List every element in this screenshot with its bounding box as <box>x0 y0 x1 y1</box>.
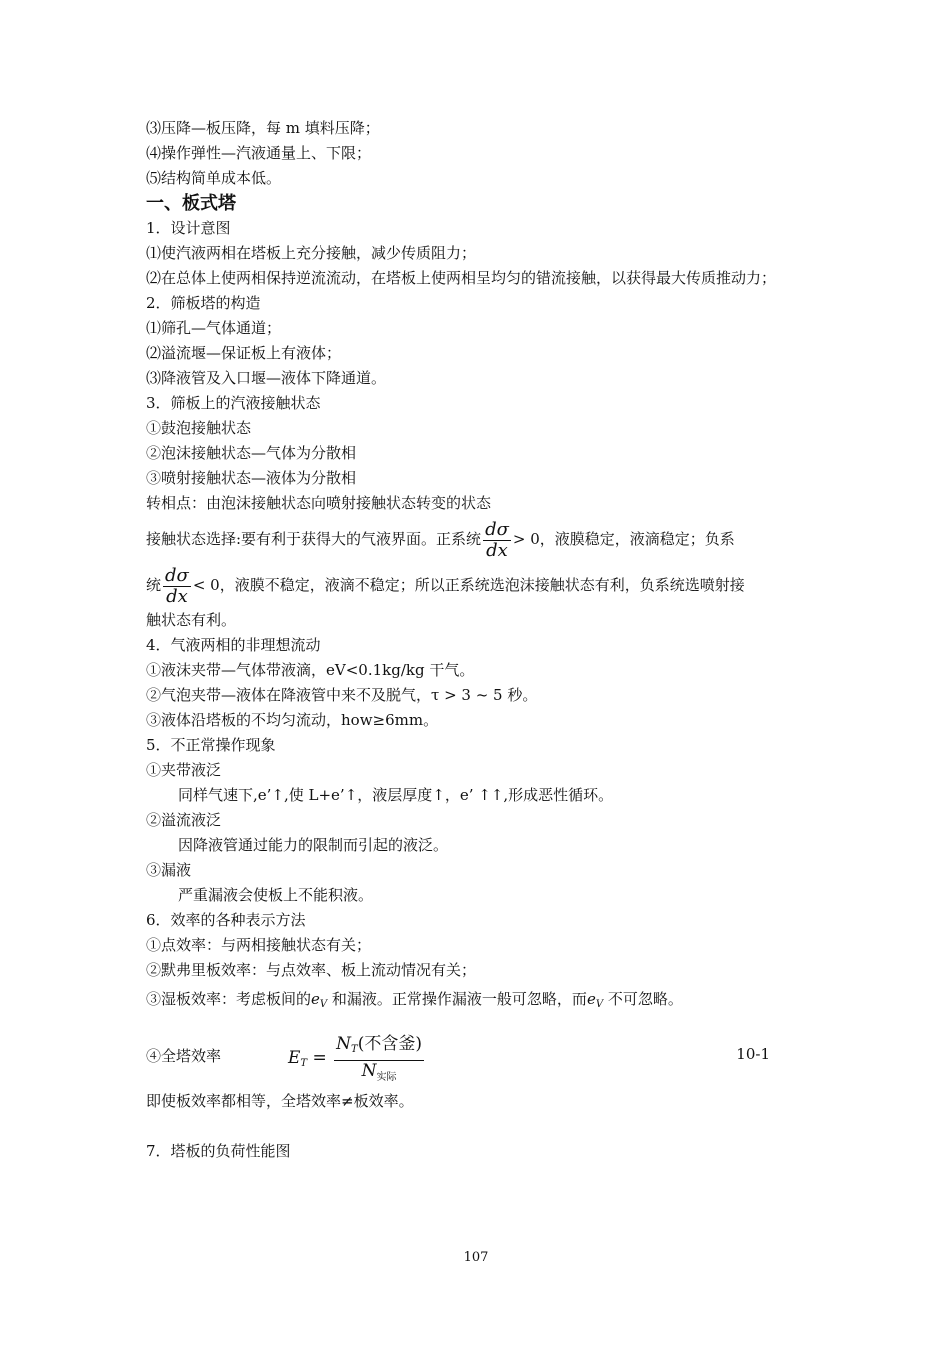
page-number: 107 <box>463 1250 489 1265</box>
text-line: 即使板效率都相等，全塔效率≠板效率。 <box>146 1092 414 1110</box>
lhs-subscript: T <box>300 1058 308 1069</box>
text-line: ⑴筛孔—气体通道； <box>146 319 282 337</box>
section-title: 一、板式塔 <box>146 193 236 214</box>
ev-symbol: e <box>311 990 320 1008</box>
subsection-title: 7．塔板的负荷性能图 <box>146 1142 291 1160</box>
fraction-denominator: dx <box>486 539 508 561</box>
contact-text: ，液膜不稳定，液滴不稳定；所以正系统选泡沫接触状态有利，负系统选喷射接 <box>219 576 745 594</box>
equation-number: 10-1 <box>736 1045 770 1063</box>
contact-text: 接触状态选择:要有利于获得大的气液界面。正系统 <box>146 530 482 548</box>
text-line: 转相点：由泡沫接触状态向喷射接触状态转变的状态 <box>146 494 492 512</box>
text-paragraph: ⑵在总体上使两相保持逆流流动，在塔板上使两相呈均匀的错流接触，以获得最大传质推动力； <box>146 269 777 287</box>
inequality: < 0 <box>192 576 220 594</box>
fraction <box>163 566 191 607</box>
subsection-title: 4．气液两相的非理想流动 <box>146 636 321 654</box>
text-line: 同样气速下,e’↑,使 L+e’↑，液层厚度↑，e’ ↑↑,形成恶性循环。 <box>178 786 614 804</box>
ev-subscript: V <box>595 999 604 1010</box>
ev-subscript: V <box>319 999 328 1010</box>
text-segment: ③湿板效率：考虑板间的 <box>146 990 312 1008</box>
fraction-numerator: $N_T$(不含釜) <box>334 1034 424 1061</box>
equation-overall-efficiency <box>146 1027 816 1089</box>
text-line: ⑴使汽液两相在塔板上充分接触，减少传质阻力； <box>146 244 477 262</box>
text-line: 严重漏液会使板上不能积液。 <box>178 886 374 904</box>
contact-text: 统 <box>146 576 162 594</box>
text-segment: 不可忽略。 <box>607 990 683 1008</box>
equation-formula <box>288 1027 426 1095</box>
lhs-symbol: E <box>288 1048 301 1068</box>
equation-lhs: $E_T$ = <box>288 1048 327 1069</box>
subsection-title: 1．设计意图 <box>146 219 231 237</box>
text-line: ②默弗里板效率：与点效率、板上流动情况有关； <box>146 961 477 979</box>
text-line: ③漏液 <box>146 861 192 879</box>
fraction-denominator: dx <box>166 585 188 607</box>
text-line: ⑶压降—板压降，每 m 填料压降； <box>146 119 380 137</box>
contact-text: ，液膜稳定，液滴稳定；负系 <box>539 530 735 548</box>
fraction-numerator: dσ <box>165 564 189 586</box>
equation-label: ④全塔效率 <box>146 1047 222 1065</box>
subsection-title: 3．筛板上的汽液接触状态 <box>146 394 321 412</box>
contact-line-2 <box>146 562 816 608</box>
subsection-title: 5．不正常操作现象 <box>146 736 276 754</box>
fraction-denominator: $N_{实际}$ <box>361 1061 397 1083</box>
text-line: 触状态有利。 <box>146 611 237 629</box>
text-line: ①鼓泡接触状态 <box>146 419 252 437</box>
subsection-title: 6．效率的各种表示方法 <box>146 911 306 929</box>
text-line: ③液体沿塔板的不均匀流动，how≥6mm。 <box>146 711 439 729</box>
fraction-numerator: dσ <box>485 518 509 540</box>
text-line: ②泡沫接触状态—气体为分散相 <box>146 444 357 462</box>
efficiency-fraction <box>334 1034 424 1088</box>
text-line: ②气泡夹带—液体在降液管中来不及脱气，τ > 3 ~ 5 秒。 <box>146 686 538 704</box>
text-segment: 和漏液。正常操作漏液一般可忽略，而 <box>331 990 587 1008</box>
contact-line-1 <box>146 516 816 562</box>
text-line: ②溢流液泛 <box>146 811 222 829</box>
text-line: 因降液管通过能力的限制而引起的液泛。 <box>178 836 449 854</box>
inequality: > 0 <box>512 530 540 548</box>
fraction <box>483 520 511 561</box>
subsection-title: 2．筛板塔的构造 <box>146 294 261 312</box>
text-line: ⑷操作弹性—汽液通量上、下限； <box>146 144 372 162</box>
text-line: ⑶降液管及入口堰—液体下降通道。 <box>146 369 387 387</box>
text-line: ⑵溢流堰—保证板上有液体； <box>146 344 342 362</box>
text-line: ⑸结构简单成本低。 <box>146 169 282 187</box>
ev-symbol: e <box>586 990 596 1008</box>
text-line: ①夹带液泛 <box>146 761 222 779</box>
wet-plate-efficiency-line <box>146 983 816 1015</box>
text-line: ③喷射接触状态—液体为分散相 <box>146 469 357 487</box>
document-body <box>146 116 816 1164</box>
text-line: ①液沫夹带—气体带液滴，eV<0.1kg/kg 干气。 <box>146 661 475 679</box>
text-line: ①点效率：与两相接触状态有关； <box>146 936 372 954</box>
